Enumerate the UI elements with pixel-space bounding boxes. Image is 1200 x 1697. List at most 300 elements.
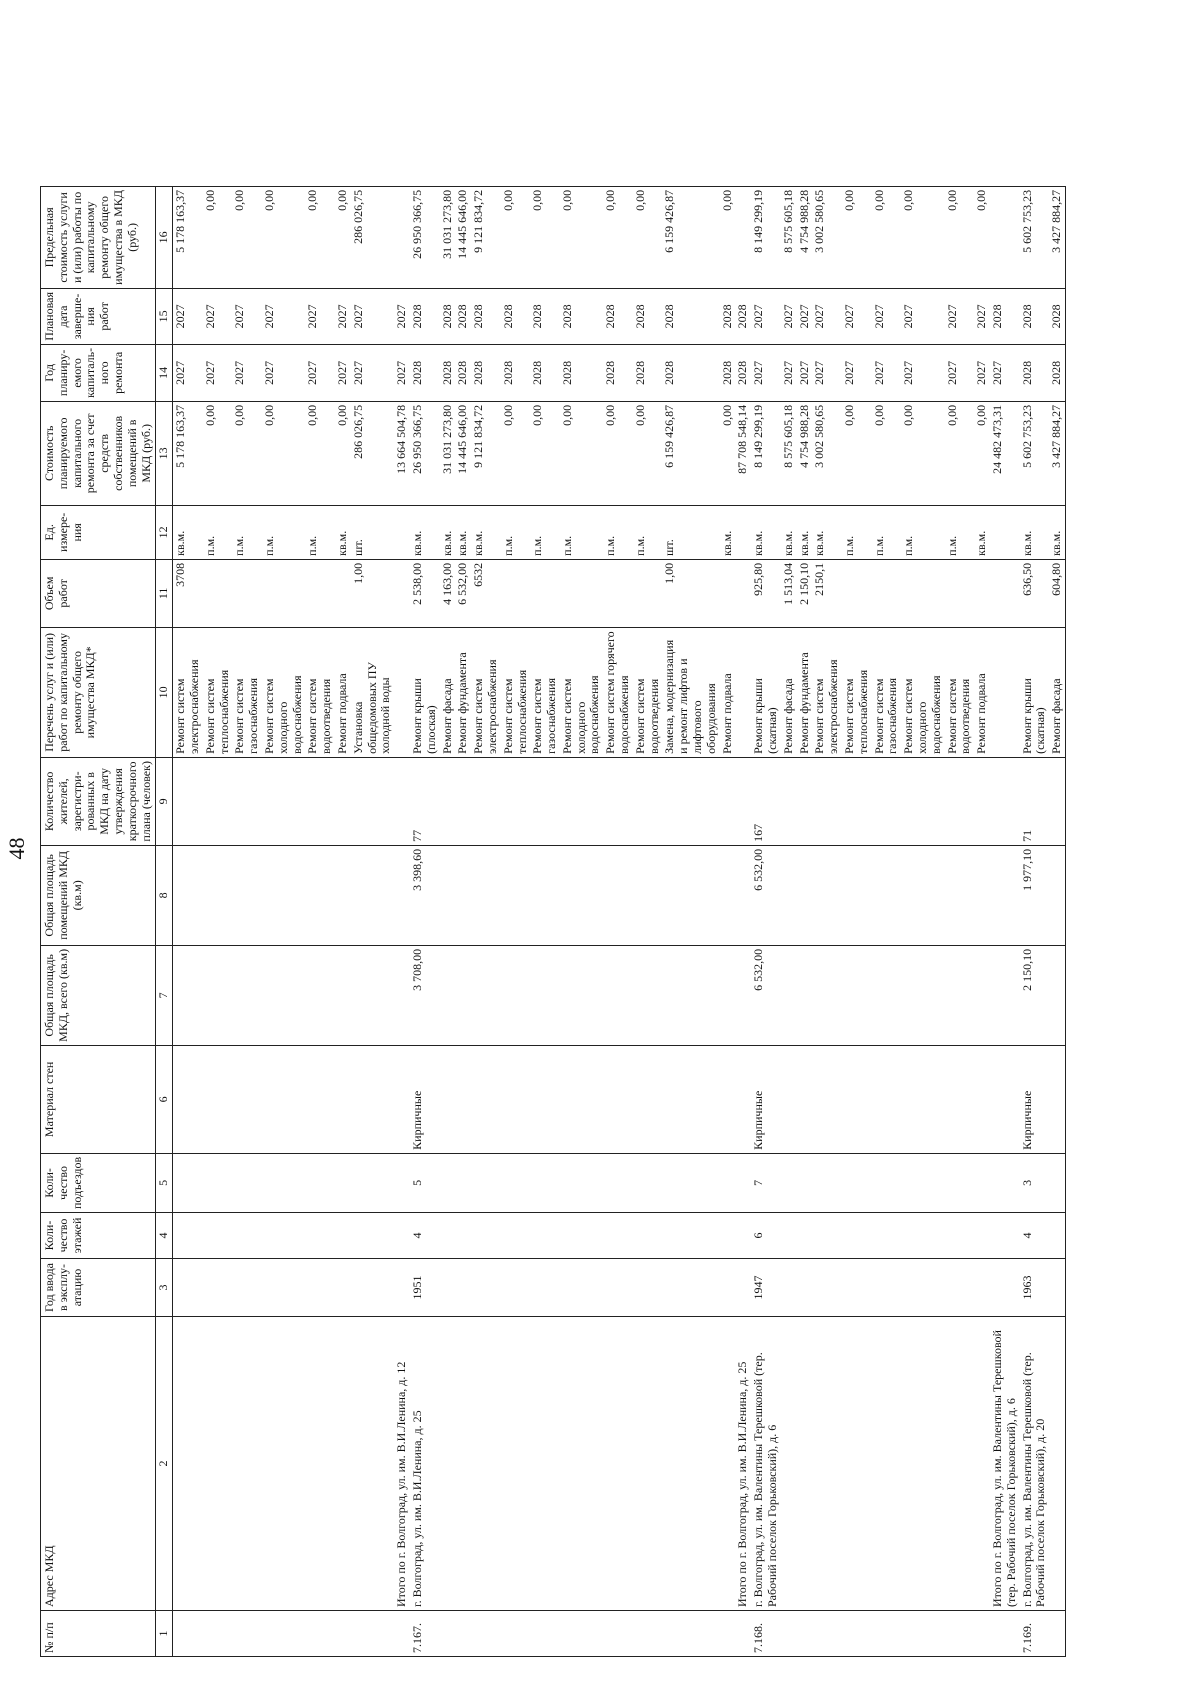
rooms-area [1049, 845, 1065, 945]
address: г. Волгоград, ул. им. В.И.Ленина, д. 25 [410, 1317, 440, 1611]
address [455, 1317, 471, 1611]
wall-material [351, 1045, 394, 1153]
floors [797, 1213, 813, 1259]
row-number [262, 1611, 305, 1657]
work-item [990, 627, 1020, 757]
unit: кв.м. [1020, 505, 1050, 559]
floors [974, 1213, 990, 1259]
wall-material [560, 1045, 603, 1153]
work-volume [901, 559, 944, 627]
rooms-area [471, 845, 501, 945]
unit: п.м. [901, 505, 944, 559]
work-volume [974, 559, 990, 627]
max-cost: 8 149 299,19 [751, 186, 781, 288]
max-cost: 0,00 [501, 186, 531, 288]
wall-material [872, 1045, 902, 1153]
column-header: Количество жителей, зарегистри-рованных в МКД на дату утверждения краткосрочного плана (человек) [41, 757, 156, 845]
entrances [781, 1153, 797, 1212]
plan-year: 2027 [203, 344, 233, 401]
end-date: 2028 [1049, 288, 1065, 344]
rooms-area [335, 845, 351, 945]
work-volume: 4 163,00 [440, 559, 456, 627]
unit: кв.м. [781, 505, 797, 559]
total-area [812, 945, 842, 1045]
rooms-area [842, 845, 872, 945]
entrances [797, 1153, 813, 1212]
residents [1049, 757, 1065, 845]
wall-material [901, 1045, 944, 1153]
work-volume: 1 513,04 [781, 559, 797, 627]
column-header: Перечень услуг и (или) работ по капитальному ремонту общего имущества МКД* [41, 627, 156, 757]
total-area [471, 945, 501, 1045]
unit: шт. [662, 505, 719, 559]
row-number [440, 1611, 456, 1657]
table-row [394, 186, 410, 1656]
rooms-area [720, 845, 736, 945]
table-row [530, 186, 560, 1656]
column-header: Общая площадь помещений МКД (кв.м) [41, 845, 156, 945]
rooms-area [662, 845, 719, 945]
header-row [41, 186, 156, 1656]
plan-year: 2028 [455, 344, 471, 401]
plan-year: 2027 [335, 344, 351, 401]
unit [394, 505, 410, 559]
table-row [974, 186, 990, 1656]
max-cost: 0,00 [974, 186, 990, 288]
total-area [633, 945, 663, 1045]
end-date: 2027 [173, 288, 203, 344]
max-cost: 0,00 [945, 186, 975, 288]
commission-year: 1951 [410, 1259, 440, 1317]
max-cost: 3 427 884,27 [1049, 186, 1065, 288]
floors [1049, 1213, 1065, 1259]
residents [842, 757, 872, 845]
work-item: Ремонт систем водоотведения [633, 627, 663, 757]
total-area [335, 945, 351, 1045]
commission-year [901, 1259, 944, 1317]
work-volume: 925,80 [751, 559, 781, 627]
column-header: Год планиру-емого капиталь-ного ремонта [41, 344, 156, 401]
total-area [203, 945, 233, 1045]
residents [173, 757, 203, 845]
commission-year [797, 1259, 813, 1317]
unit: п.м. [501, 505, 531, 559]
address [305, 1317, 335, 1611]
wall-material [812, 1045, 842, 1153]
row-number [662, 1611, 719, 1657]
row-number [501, 1611, 531, 1657]
entrances [305, 1153, 335, 1212]
work-volume [560, 559, 603, 627]
plan-year: 2027 [351, 344, 394, 401]
row-number [901, 1611, 944, 1657]
wall-material: Кирпичные [751, 1045, 781, 1153]
commission-year: 1963 [1020, 1259, 1050, 1317]
residents [603, 757, 633, 845]
end-date: 2027 [203, 288, 233, 344]
plan-year: 2027 [305, 344, 335, 401]
commission-year [335, 1259, 351, 1317]
wall-material [720, 1045, 736, 1153]
floors [633, 1213, 663, 1259]
max-cost: 0,00 [633, 186, 663, 288]
total-area [394, 945, 410, 1045]
rooms-area [455, 845, 471, 945]
total-area [262, 945, 305, 1045]
end-date: 2028 [990, 288, 1020, 344]
address: Итого по г. Волгоград, ул. им. В.И.Ленина, д. 12 [394, 1317, 410, 1611]
commission-year [305, 1259, 335, 1317]
work-item: Ремонт подвала [335, 627, 351, 757]
plan-year: 2028 [735, 344, 751, 401]
max-cost: 3 002 580,65 [812, 186, 842, 288]
plan-year: 2027 [812, 344, 842, 401]
work-item: Ремонт систем горячего водоснабжения [603, 627, 633, 757]
column-number: 5 [156, 1153, 173, 1212]
floors [530, 1213, 560, 1259]
max-cost: 0,00 [720, 186, 736, 288]
work-volume [501, 559, 531, 627]
wall-material [335, 1045, 351, 1153]
column-header: Общая площадь МКД, всего (кв.м) [41, 945, 156, 1045]
plan-year: 2028 [1049, 344, 1065, 401]
row-number [203, 1611, 233, 1657]
total-area [945, 945, 975, 1045]
wall-material [471, 1045, 501, 1153]
wall-material [735, 1045, 751, 1153]
owner-cost: 0,00 [945, 401, 975, 505]
entrances [901, 1153, 944, 1212]
table-body [173, 186, 1066, 1656]
floors [781, 1213, 797, 1259]
residents [560, 757, 603, 845]
rooms-area [501, 845, 531, 945]
table-row [751, 186, 781, 1656]
work-volume: 2 538,00 [410, 559, 440, 627]
work-volume: 604,80 [1049, 559, 1065, 627]
address [560, 1317, 603, 1611]
unit: п.м. [530, 505, 560, 559]
rooms-area [735, 845, 751, 945]
commission-year [990, 1259, 1020, 1317]
column-header: Плановая дата заверше-ния работ [41, 288, 156, 344]
address [812, 1317, 842, 1611]
entrances [351, 1153, 394, 1212]
end-date: 2027 [394, 288, 410, 344]
work-volume: 2 150,10 [797, 559, 813, 627]
column-number: 8 [156, 845, 173, 945]
owner-cost: 0,00 [305, 401, 335, 505]
work-item: Ремонт подвала [720, 627, 736, 757]
owner-cost: 26 950 366,75 [410, 401, 440, 505]
wall-material [945, 1045, 975, 1153]
commission-year [662, 1259, 719, 1317]
column-number: 1 [156, 1611, 173, 1657]
floors [735, 1213, 751, 1259]
unit: п.м. [560, 505, 603, 559]
end-date: 2028 [735, 288, 751, 344]
rooms-area [203, 845, 233, 945]
end-date: 2027 [945, 288, 975, 344]
work-item: Ремонт систем холодного водоснабжения [901, 627, 944, 757]
plan-year: 2027 [751, 344, 781, 401]
entrances [872, 1153, 902, 1212]
wall-material [501, 1045, 531, 1153]
work-item: Ремонт систем электроснабжения [812, 627, 842, 757]
residents [990, 757, 1020, 845]
plan-year: 2027 [901, 344, 944, 401]
residents [974, 757, 990, 845]
end-date: 2027 [812, 288, 842, 344]
residents [735, 757, 751, 845]
floors [203, 1213, 233, 1259]
rooms-area [305, 845, 335, 945]
work-item: Ремонт фундамента [455, 627, 471, 757]
table-row [471, 186, 501, 1656]
row-number [232, 1611, 262, 1657]
owner-cost: 0,00 [560, 401, 603, 505]
residents [455, 757, 471, 845]
rooms-area [262, 845, 305, 945]
floors [872, 1213, 902, 1259]
unit: кв.м. [1049, 505, 1065, 559]
rooms-area [633, 845, 663, 945]
commission-year [394, 1259, 410, 1317]
total-area [720, 945, 736, 1045]
column-number-row [156, 186, 173, 1656]
column-number: 11 [156, 559, 173, 627]
commission-year [203, 1259, 233, 1317]
column-header: Предельная стоимость услуги и (или) работы по капитальному ремонту общего имущества в МКД (руб.) [41, 186, 156, 288]
work-volume [305, 559, 335, 627]
work-item: Ремонт систем теплоснабжения [501, 627, 531, 757]
residents [872, 757, 902, 845]
table-row [797, 186, 813, 1656]
residents [720, 757, 736, 845]
plan-year: 2027 [394, 344, 410, 401]
entrances [394, 1153, 410, 1212]
work-item [735, 627, 751, 757]
commission-year [781, 1259, 797, 1317]
rooms-area: 6 532,00 [751, 845, 781, 945]
row-number [633, 1611, 663, 1657]
entrances [232, 1153, 262, 1212]
end-date: 2027 [901, 288, 944, 344]
column-header: Адрес МКД [41, 1317, 156, 1611]
commission-year [232, 1259, 262, 1317]
plan-year: 2028 [440, 344, 456, 401]
wall-material [455, 1045, 471, 1153]
end-date: 2027 [351, 288, 394, 344]
row-number: 7.167. [410, 1611, 440, 1657]
work-volume: 636,50 [1020, 559, 1050, 627]
total-area [232, 945, 262, 1045]
plan-year: 2027 [232, 344, 262, 401]
table-row [1049, 186, 1065, 1656]
column-number: 3 [156, 1259, 173, 1317]
table-row [351, 186, 394, 1656]
plan-year: 2028 [560, 344, 603, 401]
owner-cost: 0,00 [872, 401, 902, 505]
rooms-area [797, 845, 813, 945]
column-header: Коли-чество подъездов [41, 1153, 156, 1212]
plan-year: 2027 [262, 344, 305, 401]
wall-material [797, 1045, 813, 1153]
floors [471, 1213, 501, 1259]
work-volume [262, 559, 305, 627]
table-row [1020, 186, 1050, 1656]
row-number [974, 1611, 990, 1657]
address [351, 1317, 394, 1611]
address [872, 1317, 902, 1611]
commission-year [351, 1259, 394, 1317]
work-item: Ремонт крыши (скатная) [1020, 627, 1050, 757]
row-number [842, 1611, 872, 1657]
table-row [455, 186, 471, 1656]
column-header: Материал стен [41, 1045, 156, 1153]
owner-cost: 5 602 753,23 [1020, 401, 1050, 505]
owner-cost: 87 708 548,14 [735, 401, 751, 505]
entrances [455, 1153, 471, 1212]
floors: 4 [1020, 1213, 1050, 1259]
address [662, 1317, 719, 1611]
column-header: № п/п [41, 1611, 156, 1657]
residents [394, 757, 410, 845]
floors [394, 1213, 410, 1259]
unit: кв.м. [720, 505, 736, 559]
wall-material: Кирпичные [1020, 1045, 1050, 1153]
wall-material [990, 1045, 1020, 1153]
row-number: 7.168. [751, 1611, 781, 1657]
rooms-area [440, 845, 456, 945]
column-header: Год ввода в эксплу-атацию [41, 1259, 156, 1317]
end-date: 2028 [501, 288, 531, 344]
work-volume [735, 559, 751, 627]
plan-year: 2028 [603, 344, 633, 401]
rooms-area [560, 845, 603, 945]
total-area [1049, 945, 1065, 1045]
rooms-area [232, 845, 262, 945]
work-volume [633, 559, 663, 627]
entrances [842, 1153, 872, 1212]
work-volume [203, 559, 233, 627]
total-area [530, 945, 560, 1045]
end-date: 2028 [455, 288, 471, 344]
address [335, 1317, 351, 1611]
owner-cost: 8 575 605,18 [781, 401, 797, 505]
total-area [560, 945, 603, 1045]
wall-material [662, 1045, 719, 1153]
rooms-area [872, 845, 902, 945]
work-item: Установка общедомовых ПУ холодной воды [351, 627, 394, 757]
commission-year: 1947 [751, 1259, 781, 1317]
unit: кв.м. [410, 505, 440, 559]
residents [797, 757, 813, 845]
rooms-area [351, 845, 394, 945]
row-number [351, 1611, 394, 1657]
floors [232, 1213, 262, 1259]
work-volume: 1,00 [662, 559, 719, 627]
table-row [735, 186, 751, 1656]
unit [735, 505, 751, 559]
entrances [335, 1153, 351, 1212]
commission-year [872, 1259, 902, 1317]
work-item: Ремонт систем электроснабжения [471, 627, 501, 757]
work-volume [842, 559, 872, 627]
unit: п.м. [945, 505, 975, 559]
address [232, 1317, 262, 1611]
address [945, 1317, 975, 1611]
plan-year: 2028 [410, 344, 440, 401]
table-row [945, 186, 975, 1656]
rooms-area [394, 845, 410, 945]
owner-cost: 0,00 [501, 401, 531, 505]
commission-year [560, 1259, 603, 1317]
table-row [901, 186, 944, 1656]
column-number: 14 [156, 344, 173, 401]
residents [781, 757, 797, 845]
residents [812, 757, 842, 845]
residents [262, 757, 305, 845]
wall-material: Кирпичные [410, 1045, 440, 1153]
end-date: 2027 [262, 288, 305, 344]
commission-year [501, 1259, 531, 1317]
max-cost [735, 186, 751, 288]
page-number: 48 [4, 837, 29, 860]
row-number [173, 1611, 203, 1657]
plan-year: 2027 [842, 344, 872, 401]
owner-cost: 0,00 [203, 401, 233, 505]
unit: кв.м. [797, 505, 813, 559]
table-row [633, 186, 663, 1656]
end-date: 2027 [335, 288, 351, 344]
owner-cost: 5 178 163,37 [173, 401, 203, 505]
wall-material [440, 1045, 456, 1153]
floors [501, 1213, 531, 1259]
table-row [305, 186, 335, 1656]
plan-year: 2028 [501, 344, 531, 401]
entrances [440, 1153, 456, 1212]
address [440, 1317, 456, 1611]
column-number: 6 [156, 1045, 173, 1153]
work-volume: 3708 [173, 559, 203, 627]
end-date: 2027 [842, 288, 872, 344]
wall-material [842, 1045, 872, 1153]
total-area [440, 945, 456, 1045]
plan-year: 2028 [662, 344, 719, 401]
address [173, 1317, 203, 1611]
owner-cost: 0,00 [232, 401, 262, 505]
entrances [560, 1153, 603, 1212]
owner-cost: 13 664 504,78 [394, 401, 410, 505]
unit: п.м. [232, 505, 262, 559]
rooms-area: 1 977,10 [1020, 845, 1050, 945]
owner-cost: 9 121 834,72 [471, 401, 501, 505]
owner-cost: 0,00 [530, 401, 560, 505]
unit: кв.м. [751, 505, 781, 559]
work-item: Ремонт фасада [440, 627, 456, 757]
floors [945, 1213, 975, 1259]
work-item: Ремонт систем теплоснабжения [203, 627, 233, 757]
rooms-area [603, 845, 633, 945]
max-cost: 0,00 [842, 186, 872, 288]
residents [440, 757, 456, 845]
end-date: 2028 [603, 288, 633, 344]
column-number: 13 [156, 401, 173, 505]
column-number: 9 [156, 757, 173, 845]
end-date: 2028 [662, 288, 719, 344]
residents [335, 757, 351, 845]
